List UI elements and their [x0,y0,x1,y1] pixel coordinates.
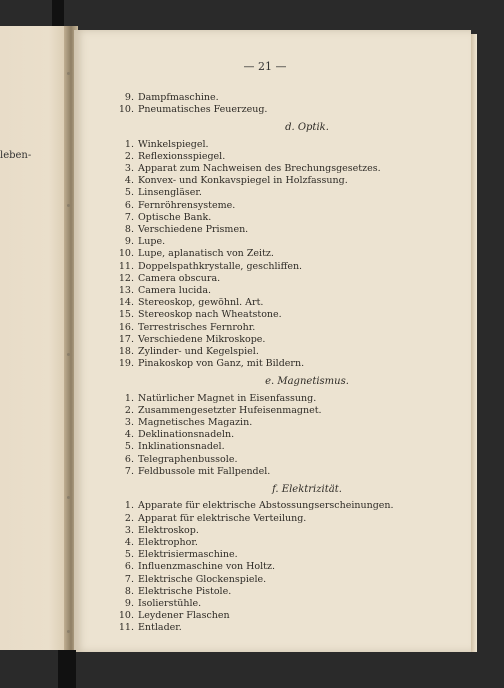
item-text: Influenzmaschine von Holtz. [138,561,275,573]
item-text: Linsengläser. [138,187,202,199]
list-item [112,549,462,561]
item-text: Lupe. [138,236,166,248]
bookmark-ribbon-top [52,0,64,26]
page-number: — 21 — [243,60,287,73]
list-item [112,622,462,634]
item-number: 10. [118,104,134,116]
item-text: Apparat für elektrische Verteilung. [138,512,307,524]
item-number: 5. [124,441,134,453]
item-number: 2. [124,404,134,416]
list-item [112,574,462,586]
page-edge [471,34,477,652]
binding-hole [67,353,70,356]
list-item [112,309,462,321]
item-text: Stereoskop, gewöhnl. Art. [138,297,264,309]
list-item [112,297,462,309]
item-text: Elektrische Glockenspiele. [138,573,267,585]
item-number: 4. [124,175,134,187]
section-heading: e. Magnetismus. [265,376,349,388]
item-text: Lupe, aplanatisch von Zeitz. [138,248,274,260]
item-text: Elektrische Pistole. [138,585,232,597]
list-item [112,187,462,199]
item-text: Telegraphenbussole. [138,453,238,465]
item-number: 3. [124,524,134,536]
list-item [112,92,462,104]
binding-hole [67,496,70,499]
item-number: 9. [124,597,134,609]
item-number: 10. [118,610,134,622]
item-text: Magnetisches Magazin. [138,417,253,429]
item-number: 11. [118,260,134,272]
list-item [112,151,462,163]
binding-hole [67,204,70,207]
item-text: Apparate für elektrische Abstossungserscheinungen. [138,500,394,512]
item-text: Elektrisiermaschine. [138,549,238,561]
item-text: Konvex- und Konkavspiegel in Holzfassung. [138,175,348,187]
item-number: 4. [124,429,134,441]
list-item [112,139,462,151]
item-text: Verschiedene Mikroskope. [138,333,266,345]
item-text: Dampfmaschine. [138,92,219,103]
item-number: 16. [118,321,134,333]
item-text: Deklinationsnadeln. [138,429,235,441]
list-item [112,454,462,466]
item-number: 3. [124,163,134,175]
item-number: 2. [124,150,134,162]
item-text: Verschiedene Prismen. [138,224,249,236]
list-item [112,334,462,346]
list-item [112,248,462,260]
item-text: Winkelspiegel. [138,138,209,150]
binding-hole [67,630,70,633]
item-text: Pinakoskop von Ganz, mit Bildern. [138,358,305,370]
item-number: 19. [118,358,134,370]
item-number: 14. [118,297,134,309]
item-number: 15. [118,309,134,321]
list-item [112,500,462,512]
left-page-text-fragment: leben- [0,150,32,161]
item-number: 11. [118,622,134,634]
list-item [112,104,462,116]
item-text: Camera obscura. [138,272,221,284]
list-item [112,537,462,549]
item-number: 4. [124,536,134,548]
item-text: Camera lucida. [138,285,212,297]
item-text: Optische Bank. [138,211,212,223]
item-number: 6. [124,453,134,465]
item-text: Zusammengesetzter Hufeisenmagnet. [138,404,322,416]
item-text: Pneumatisches Feuerzeug. [138,104,268,116]
item-number: 6. [124,199,134,211]
item-text: Elektrophor. [138,536,198,548]
item-number: 6. [124,561,134,573]
list-item [112,224,462,236]
item-number: 1. [124,500,134,512]
section-heading: d. Optik. [285,122,329,134]
item-text: Apparat zum Nachweisen des Brechungsgesetzes. [138,163,381,175]
list-item [112,513,462,525]
item-text: Leydener Flaschen [138,610,230,622]
list-item [112,405,462,417]
item-number: 2. [124,512,134,524]
item-text: Fernröhrensysteme. [138,199,236,211]
item-number: 7. [124,573,134,585]
list-item [112,200,462,212]
list-item [112,417,462,429]
list-item [112,358,462,370]
item-text: Stereoskop nach Wheatstone. [138,309,282,321]
list-item [112,322,462,334]
list-item [112,598,462,610]
item-number: 12. [118,272,134,284]
list-item [112,429,462,441]
item-number: 9. [124,92,134,103]
list-item [112,610,462,622]
list-item [112,466,462,478]
bookmark-ribbon-bottom [58,650,76,688]
list-item [112,236,462,248]
item-number: 7. [124,211,134,223]
item-text: Reflexionsspiegel. [138,150,226,162]
section-heading: f. Elektrizität. [272,484,342,496]
item-text: Natürlicher Magnet in Eisenfassung. [138,392,317,404]
list-item [112,586,462,598]
item-number: 5. [124,187,134,199]
item-number: 3. [124,417,134,429]
list-item [112,525,462,537]
item-number: 13. [118,285,134,297]
list-item [112,175,462,187]
list-item [112,393,462,405]
list-item [112,441,462,453]
item-number: 1. [124,392,134,404]
item-number: 1. [124,138,134,150]
item-text: Doppelspathkrystalle, geschliffen. [138,260,303,272]
item-number: 18. [118,346,134,358]
item-number: 9. [124,236,134,248]
item-text: Isolierstühle. [138,597,202,609]
list-item [112,212,462,224]
list-item [112,261,462,273]
item-text: Inklinationsnadel. [138,441,225,453]
item-text: Entlader. [138,622,182,634]
item-number: 8. [124,585,134,597]
list-item [112,285,462,297]
item-text: Feldbussole mit Fallpendel. [138,465,271,477]
item-number: 17. [118,333,134,345]
item-number: 8. [124,224,134,236]
list-item [112,561,462,573]
item-number: 10. [118,248,134,260]
item-text: Elektroskop. [138,524,199,536]
left-page [0,26,70,650]
list-item [112,163,462,175]
list-item [112,273,462,285]
item-text: Terrestrisches Fernrohr. [138,321,256,333]
inventory-list [112,92,462,635]
item-number: 5. [124,549,134,561]
item-text: Zylinder- und Kegelspiel. [138,346,259,358]
list-item [112,346,462,358]
item-number: 7. [124,465,134,477]
